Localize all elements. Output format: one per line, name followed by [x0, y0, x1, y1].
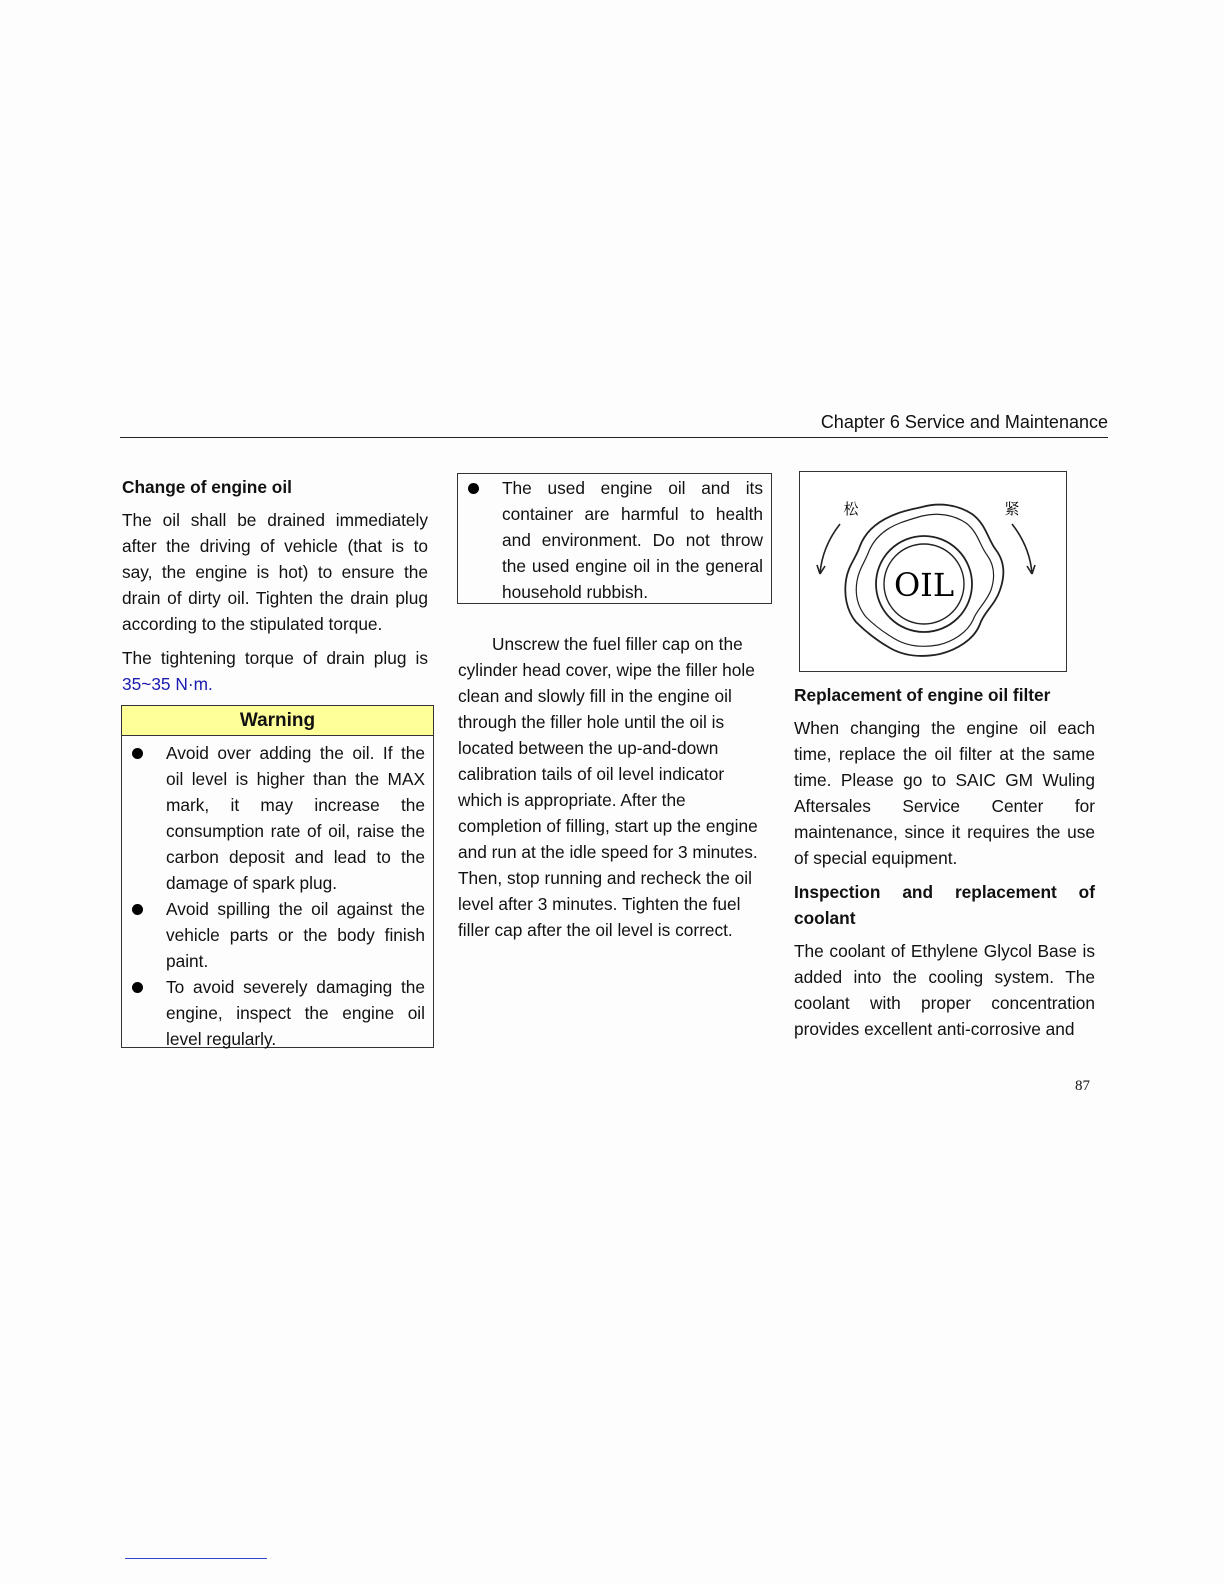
oil-cap-figure: [799, 471, 1067, 672]
warning-box: [121, 705, 434, 1048]
bullet-icon: [468, 483, 479, 494]
bullet-icon: [132, 748, 143, 759]
loosen-label: 松: [843, 500, 859, 518]
cap-label: OIL: [893, 566, 955, 604]
list-item: [122, 896, 425, 974]
list-item-text: The used engine oil and its container are harmful to health and environment. Do not throw the used engine oil in the general household rubbish.: [502, 478, 763, 602]
chapter-title: Chapter 6 Service and Maintenance: [820, 412, 1108, 432]
list-item: [122, 740, 425, 896]
oil-filter-section: [794, 682, 1095, 1042]
note-box: [457, 473, 772, 604]
page-header: [120, 412, 1108, 438]
list-item-text: Avoid spilling the oil against the vehicle parts or the body finish paint.: [166, 899, 425, 971]
refill-section: [458, 631, 763, 943]
paragraph: [458, 631, 763, 943]
torque-intro: The tightening torque of drain plug is: [122, 648, 428, 668]
loosen-arrow-icon: [820, 524, 840, 574]
warning-title: Warning: [122, 706, 433, 736]
list-item: [458, 475, 763, 605]
list-item-text: To avoid severely damaging the engine, inspect the engine oil level regularly.: [166, 977, 425, 1049]
tighten-label: 紧: [1004, 500, 1020, 518]
refill-text: Unscrew the fuel filler cap on the cylinder head cover, wipe the filler hole clean and slowly fill in the engine oil through the filler hole until the oil is located between the up-and-down calibration tails of oil level indicator which is appropriate. After the completion of filling, start up the engine and run at the idle speed for 3 minutes. Then, stop running and recheck the oil level after 3 minutes. Tighten the fuel filler cap after the oil level is correct.: [458, 634, 758, 940]
bullet-icon: [132, 982, 143, 993]
list-item-text: Avoid over adding the oil. If the oil level is higher than the MAX mark, it may increase the consumption rate of oil, raise the carbon deposit and lead to the damage of spark plug.: [166, 743, 425, 893]
oil-cap-icon: [800, 472, 1068, 673]
paragraph: The oil shall be drained immediately after the driving of vehicle (that is to say, the engine is hot) to ensure the drain of dirty oil. Tighten the drain plug according to the stipulated torque.: [122, 510, 428, 634]
warning-list: [122, 736, 433, 1052]
paragraph: The coolant of Ethylene Glycol Base is added into the cooling system. The coolant with proper concentration provides excellent anti-corrosive and: [794, 941, 1095, 1039]
section-heading: Change of engine oil: [122, 477, 292, 497]
list-item: [122, 974, 425, 1052]
section-heading: [794, 879, 1095, 931]
page-number: 87: [1075, 1078, 1090, 1094]
tighten-arrow-icon: [1012, 524, 1032, 574]
paragraph: [122, 645, 428, 697]
paragraph: When changing the engine oil each time, replace the oil filter at the same time. Please go to SAIC GM Wuling Aftersales Service Center for maintenance, since it requires the use of special equipment.: [794, 718, 1095, 868]
engine-oil-section: [122, 474, 428, 697]
coolant-heading: Inspection and replacement of coolant: [794, 882, 1095, 928]
bullet-icon: [132, 904, 143, 915]
note-list: [458, 474, 771, 605]
footer-line: [125, 1558, 267, 1559]
torque-value: 35~35 N·m.: [122, 674, 213, 694]
section-heading: Replacement of engine oil filter: [794, 685, 1051, 705]
